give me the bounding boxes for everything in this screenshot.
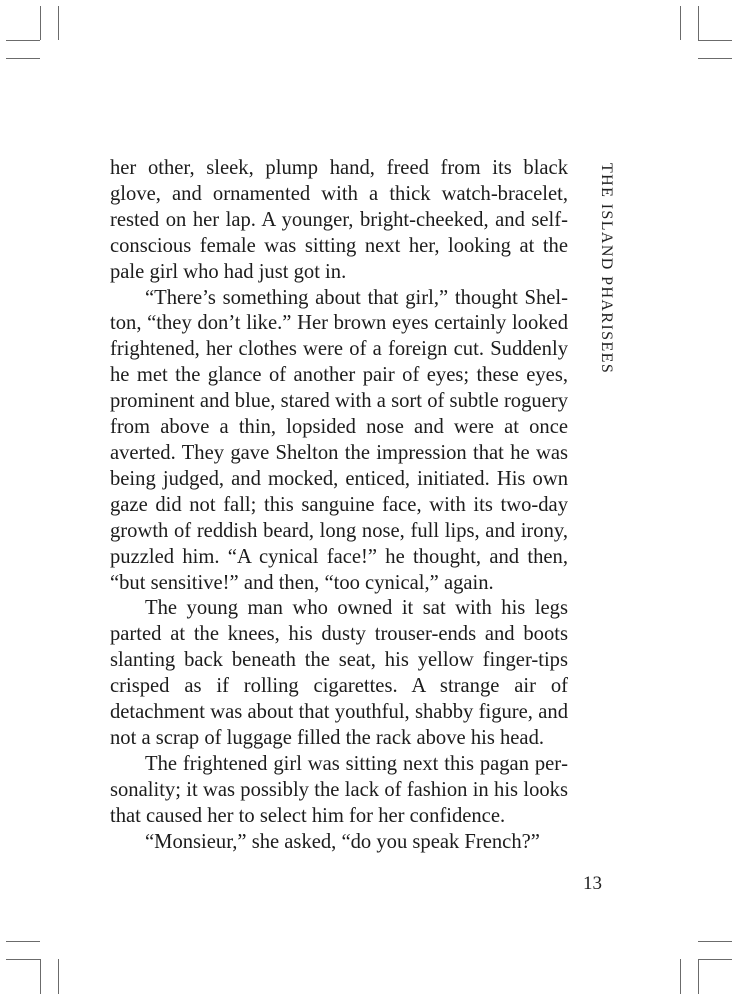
crop-mark: [6, 941, 40, 942]
paragraph-5: “Monsieur,” she asked, “do you speak French?”: [145, 830, 540, 853]
crop-mark: [698, 40, 732, 41]
crop-mark: [698, 6, 699, 40]
crop-mark: [40, 6, 41, 40]
paragraph-3: The young man who owned it sat with his legs parted at the knees, his dusty trouser-ends and boots slanting back beneath the seat, his yellow finger-tips crisped as if rolling cigarettes. A strange air of detachment was about that youthful, shabby figure, and not a scrap of luggage filled the rack above his head.: [110, 597, 568, 749]
crop-mark: [698, 959, 732, 960]
crop-mark: [6, 959, 40, 960]
paragraph-4: The frightened girl was sitting next this pagan personality; it was possibly the lack of fashion in his looks that caused her to select him for her confidence.: [110, 752, 568, 827]
crop-mark: [6, 58, 40, 59]
crop-mark: [698, 58, 732, 59]
crop-mark: [6, 40, 40, 41]
running-head: THE ISLAND PHARISEES: [598, 163, 615, 375]
crop-mark: [680, 6, 681, 40]
crop-mark: [58, 959, 59, 994]
crop-mark: [58, 6, 59, 40]
crop-mark: [698, 959, 699, 994]
crop-mark: [40, 959, 41, 994]
body-text: [110, 156, 568, 855]
paragraph-2: “There’s something about that girl,” thought Shelton, “they don’t like.” Her brown eyes certainly looked frightened, her clothes were of a foreign cut. Suddenly he met the glance of another pair of eyes; these eyes, prominent and blue, stared with a sort of subtle roguery from above a thin, lopsided nose and were at once averted. They gave Shelton the impression that he was being judged, and mocked, enticed, initiated. His own gaze did not fall; this sanguine face, with its two-day growth of reddish beard, long nose, full lips, and irony, puzzled him. “A cynical face!” he thought, and then, “but sensitive!” and then, “too cynical,” again.: [110, 286, 568, 594]
crop-mark: [698, 941, 732, 942]
page-number: 13: [583, 873, 602, 894]
paragraph-1: her other, sleek, plump hand, freed from its black glove, and ornamented with a thick watch-bracelet, rested on her lap. A younger, bright-cheeked, and self-conscious female was sitting next her, looking at the pale girl who had just got in.: [110, 157, 568, 283]
crop-mark: [680, 959, 681, 994]
